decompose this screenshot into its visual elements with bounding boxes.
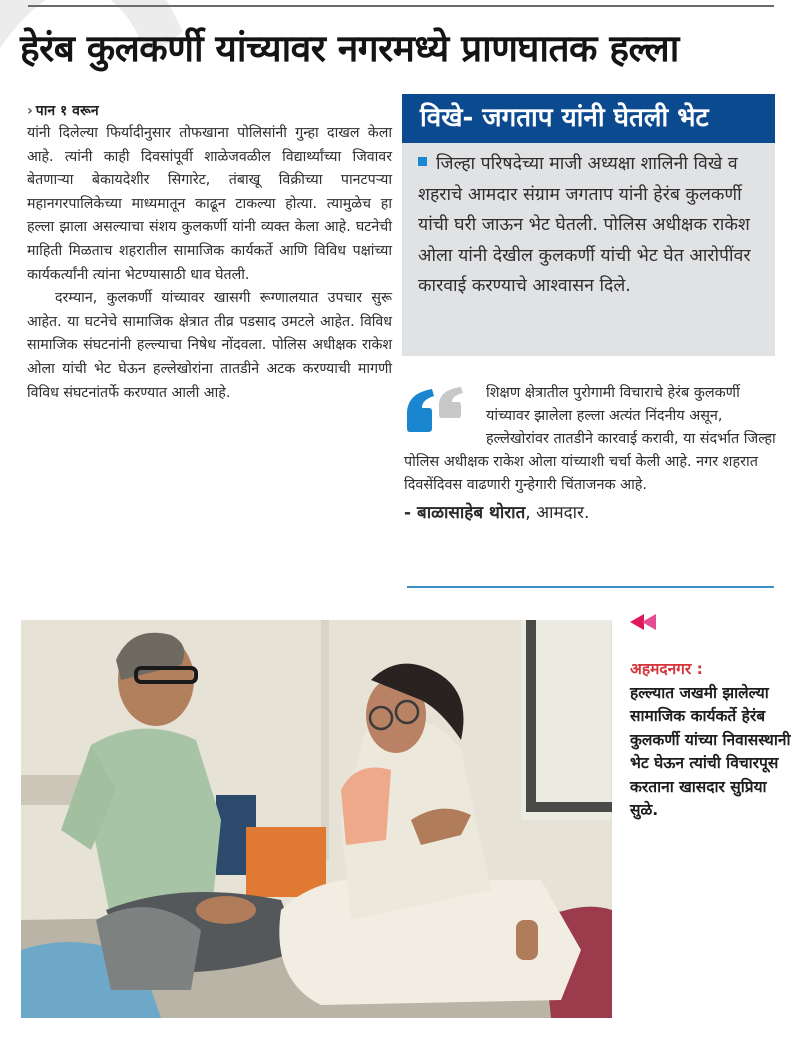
- attribution-dash: -: [404, 503, 417, 523]
- photo-illustration: [21, 620, 612, 1018]
- caption-text: हल्ल्यात जखमी झालेल्या सामाजिक कार्यकर्ते हेरंब कुलकर्णी यांच्या निवासस्थानी भेट घेऊन त्यांची विचारपूस करताना खासदार सुप्रिया सुळे.: [630, 683, 791, 819]
- article-body: [27, 100, 392, 405]
- sidebar-text: जिल्हा परिषदेच्या माजी अध्यक्षा शालिनी विखे व शहराचे आमदार संग्राम जगताप यांनी हेरंब कुलकर्णी यांची घरी जाऊन भेट घेतली. पोलिस अधीक्षक राकेश ओला यांनी देखील कुलकर्णी यांची भेट घेत आरोपींवर कारवाई करण्याचे आश्वासन दिले.: [418, 154, 751, 296]
- quote-attribution: [404, 499, 776, 527]
- continued-arrow-icon: ›: [27, 103, 33, 119]
- photo-caption: [630, 658, 795, 823]
- continued-text: पान १ वरून: [35, 103, 99, 119]
- attribution-role: , आमदार.: [525, 503, 590, 523]
- article-paragraph: यांनी दिलेल्या फिर्यादीनुसार तोफखाना पोलिसांनी गुन्हा दाखल केला आहे. त्यांनी काही दिवसांपूर्वी शाळेजवळील विद्यार्थ्यांच्या जिवावर बेतणाऱ्या बेकायदेशीर सिगारेट, तंबाखू विक्रीच्या पानटपऱ्या महानगरपालिकेच्या माध्यमातून काढून टाकल्या होत्या. त्यामुळेच हा हल्ला झाला असल्याचा संशय कुलकर्णी यांनी व्यक्त केला आहे. घटनेची माहिती मिळताच शहरातील सामाजिक कार्यकर्ते आणि विविध पक्षांच्या कार्यकर्त्यांनी त्यांना भेटण्यासाठी धाव घेतली.: [27, 125, 392, 283]
- attribution-name: बाळासाहेब थोरात: [416, 503, 526, 523]
- double-left-arrow-icon: [630, 612, 660, 632]
- article-headline: हेरंब कुलकर्णी यांच्यावर नगरमध्ये प्राणघातक हल्ला: [20, 27, 679, 70]
- article-paragraph: दरम्यान, कुलकर्णी यांच्यावर खासगी रूग्णालयात उपचार सुरू आहेत. या घटनेचे सामाजिक क्षेत्रात तीव्र पडसाद उमटले आहेत. विविध सामाजिक संघटनांनी हल्ल्याचा निषेध नोंदवला. पोलिस अधीक्षक राकेश ओला यांची भेट घेऊन हल्लेखोरांना तातडीने अटक करण्याची मागणी विविध संघटनांतर्फे करण्यात आली आहे.: [27, 290, 392, 401]
- quote-body: शिक्षण क्षेत्रातील पुरोगामी विचाराचे हेरंब कुलकर्णी यांच्यावर झालेला हल्ला अत्यंत निंदनीय असून, हल्लेखोरांवर तातडीने कारवाई करावी, या संदर्भात जिल्हा पोलिस अधीक्षक राकेश ओला यांच्याशी चर्चा केली आहे. नगर शहरात दिवसेंदिवस वाढणारी गुन्हेगारी चिंताजनक आहे.: [404, 385, 776, 493]
- quote-divider: [407, 586, 774, 588]
- continued-from-page-label: [27, 100, 392, 122]
- sidebar-body: [402, 143, 775, 302]
- square-bullet-icon: [418, 157, 427, 166]
- pull-quote: [404, 382, 776, 527]
- top-rule: [28, 5, 774, 7]
- caption-place: अहमदनगर :: [630, 660, 703, 678]
- sidebar-title: विखे- जगताप यांनी घेतली भेट: [402, 94, 775, 143]
- quote-open-icon: [406, 386, 470, 434]
- sidebar-box: [402, 94, 775, 356]
- news-photo: [21, 620, 612, 1018]
